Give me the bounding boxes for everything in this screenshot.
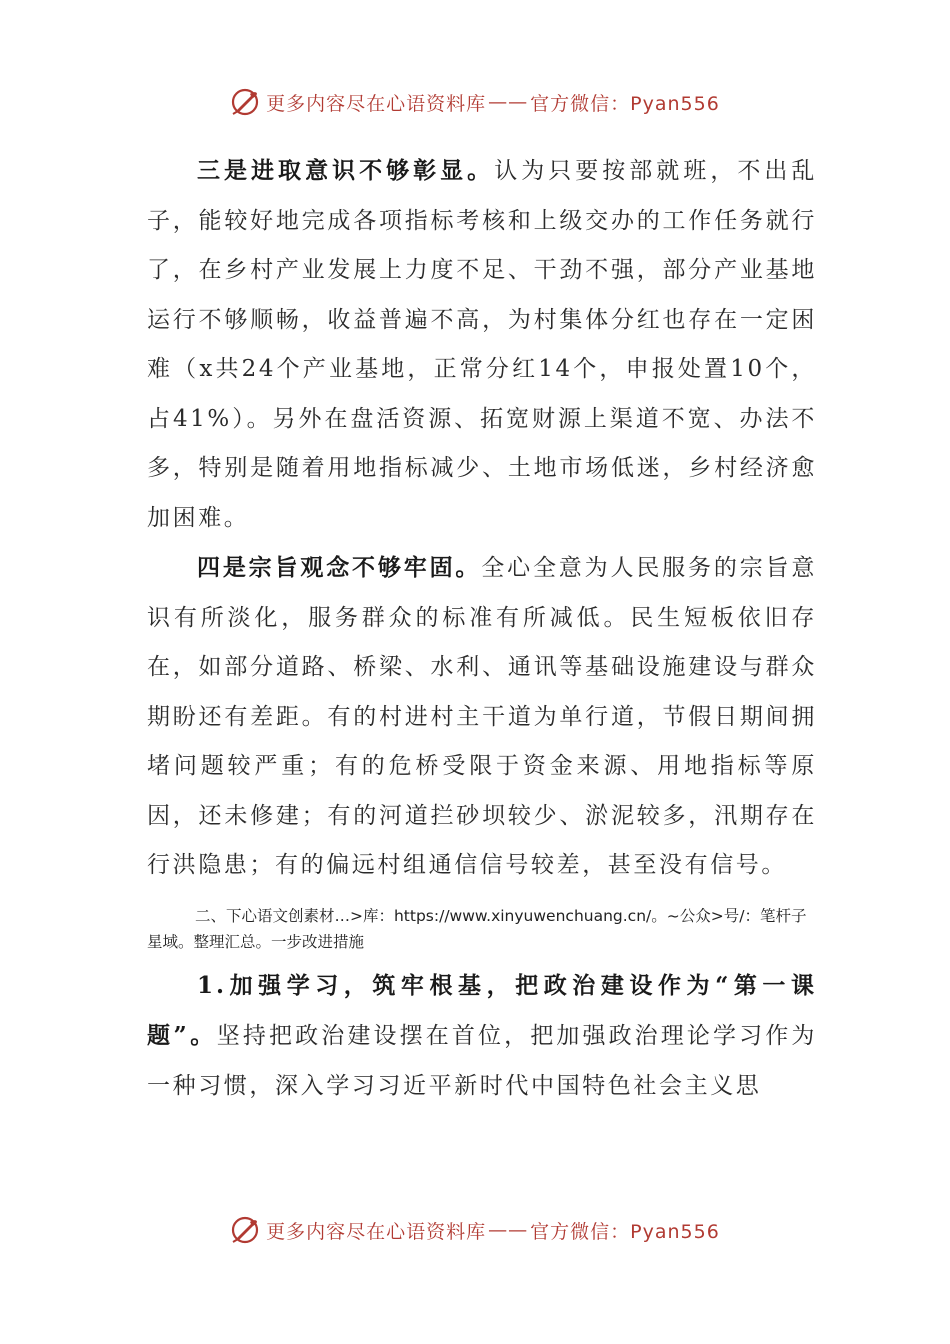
paragraph-4: [147, 543, 817, 891]
banner-dash: ——: [488, 1219, 529, 1241]
paragraph-text: 全心全意为人民服务的宗旨意识有所淡化，服务群众的标准有所减低。民生短板依旧存在，如部分道路、桥梁、水利、通讯等基础设施建设与群众期盼还有差距。有的村进村主干道为单行道，节假日期间拥堵问题较严重；有的危桥受限于资金来源、用地指标等原因，还未修建；有的河道拦砂坝较少、淤泥较多，汛期存在行洪隐患；有的偏远村组通信信号较差，甚至没有信号。: [147, 555, 817, 878]
header-banner: [0, 82, 950, 122]
measure-1: [147, 961, 817, 1112]
paragraph-lead: 三是进取意识不够彰显。: [197, 157, 495, 184]
paragraph-3: [147, 146, 817, 543]
banner-wechat: 官方微信：Pyan556: [530, 92, 720, 115]
paragraph-lead: 1.加强学习，筑牢根基，把政治建设作为“第一课题”。: [147, 971, 817, 1049]
banner-dash: ——: [488, 91, 529, 113]
paragraph-text: 认为只要按部就班，不出乱子，能较好地完成各项指标考核和上级交办的工作任务就行了，在乡村产业发展上力度不足、干劲不强，部分产业基地运行不够顺畅，收益普遍不高，为村集体分红也存在一定困难（x共24个产业基地，正常分红14个，申报处置10个，占41%）。另外在盘活资源、拓宽财源上渠道不宽、办法不多，特别是随着用地指标减少、土地市场低迷，乡村经济愈加困难。: [147, 158, 817, 531]
quill-logo-icon: [230, 1215, 260, 1245]
document-body: [147, 146, 817, 1111]
paragraph-lead: 四是宗旨观念不够牢固。: [197, 554, 482, 581]
footer-banner: [0, 1210, 950, 1250]
paragraph-text: 坚持把政治建设摆在首位，把加强政治理论学习作为一种习惯，深入学习习近平新时代中国特色社会主义思: [147, 1023, 817, 1099]
section-note: 二、下心语文创素材…>库：https://www.xinyuwenchuang.cn/。~公众>号/：笔杆子星域。整理汇总。一步改进措施: [147, 906, 807, 951]
banner-wechat: 官方微信：Pyan556: [530, 1220, 720, 1243]
banner-text: 更多内容尽在心语资料库: [266, 92, 487, 115]
banner-text: 更多内容尽在心语资料库: [266, 1220, 487, 1243]
quill-logo-icon: [230, 87, 260, 117]
